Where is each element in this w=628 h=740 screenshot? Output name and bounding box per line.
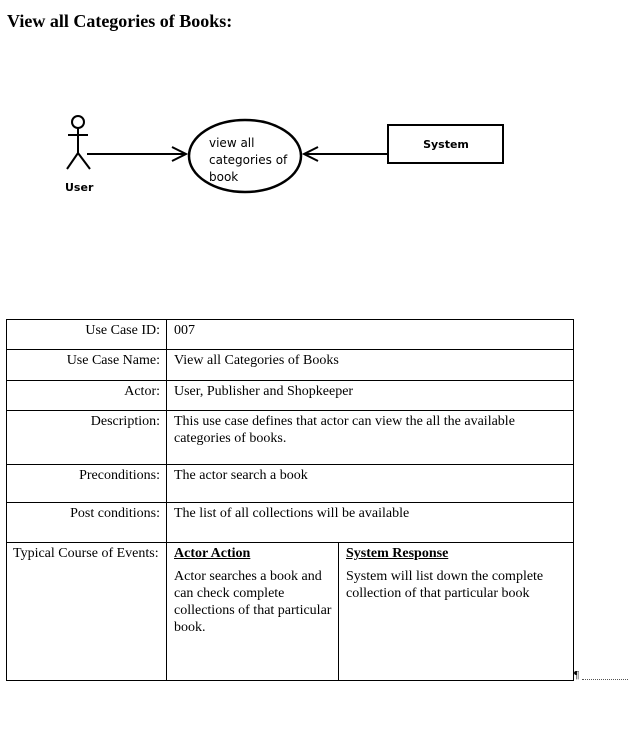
row-label: Actor: <box>7 381 167 411</box>
course-cell <box>167 543 574 681</box>
table-row <box>7 320 574 350</box>
page-title: View all Categories of Books: <box>7 11 233 31</box>
actor-action-header: Actor Action <box>174 546 251 561</box>
row-label: Use Case ID: <box>7 320 167 350</box>
row-value: 007 <box>167 320 574 350</box>
row-value: User, Publisher and Shopkeeper <box>167 381 574 411</box>
row-label: Preconditions: <box>7 465 167 503</box>
row-label: Use Case Name: <box>7 350 167 381</box>
use-case-table <box>6 319 574 681</box>
row-label: Description: <box>7 411 167 465</box>
row-value: View all Categories of Books <box>167 350 574 381</box>
row-value: This use case defines that actor can view the all the available categories of books. <box>167 411 574 465</box>
table-row <box>7 350 574 381</box>
system-response-text: System will list down the complete collection of that particular book <box>346 569 544 601</box>
use-case-label: view all categories of book <box>209 136 288 184</box>
table-row-course <box>7 543 574 681</box>
system-label: System <box>423 138 469 151</box>
actor-label: User <box>65 181 94 194</box>
actor-arrow <box>87 147 186 161</box>
table-row <box>7 411 574 465</box>
use-case-diagram <box>0 0 628 260</box>
system-arrow <box>304 147 388 161</box>
row-value: The list of all collections will be available <box>167 503 574 543</box>
row-label: Post conditions: <box>7 503 167 543</box>
system-response-column <box>339 543 573 680</box>
actor-action-column <box>167 543 339 680</box>
actor-figure <box>67 116 90 169</box>
system-response-header: System Response <box>346 546 449 561</box>
row-value: The actor search a book <box>167 465 574 503</box>
table-row <box>7 465 574 503</box>
paragraph-mark: ¶ <box>574 669 579 681</box>
table-row <box>7 503 574 543</box>
course-label: Typical Course of Events: <box>7 543 167 681</box>
table-row <box>7 381 574 411</box>
dotted-leader <box>582 679 628 680</box>
actor-action-text: Actor searches a book and can check complete collections of that particular book. <box>174 569 332 635</box>
